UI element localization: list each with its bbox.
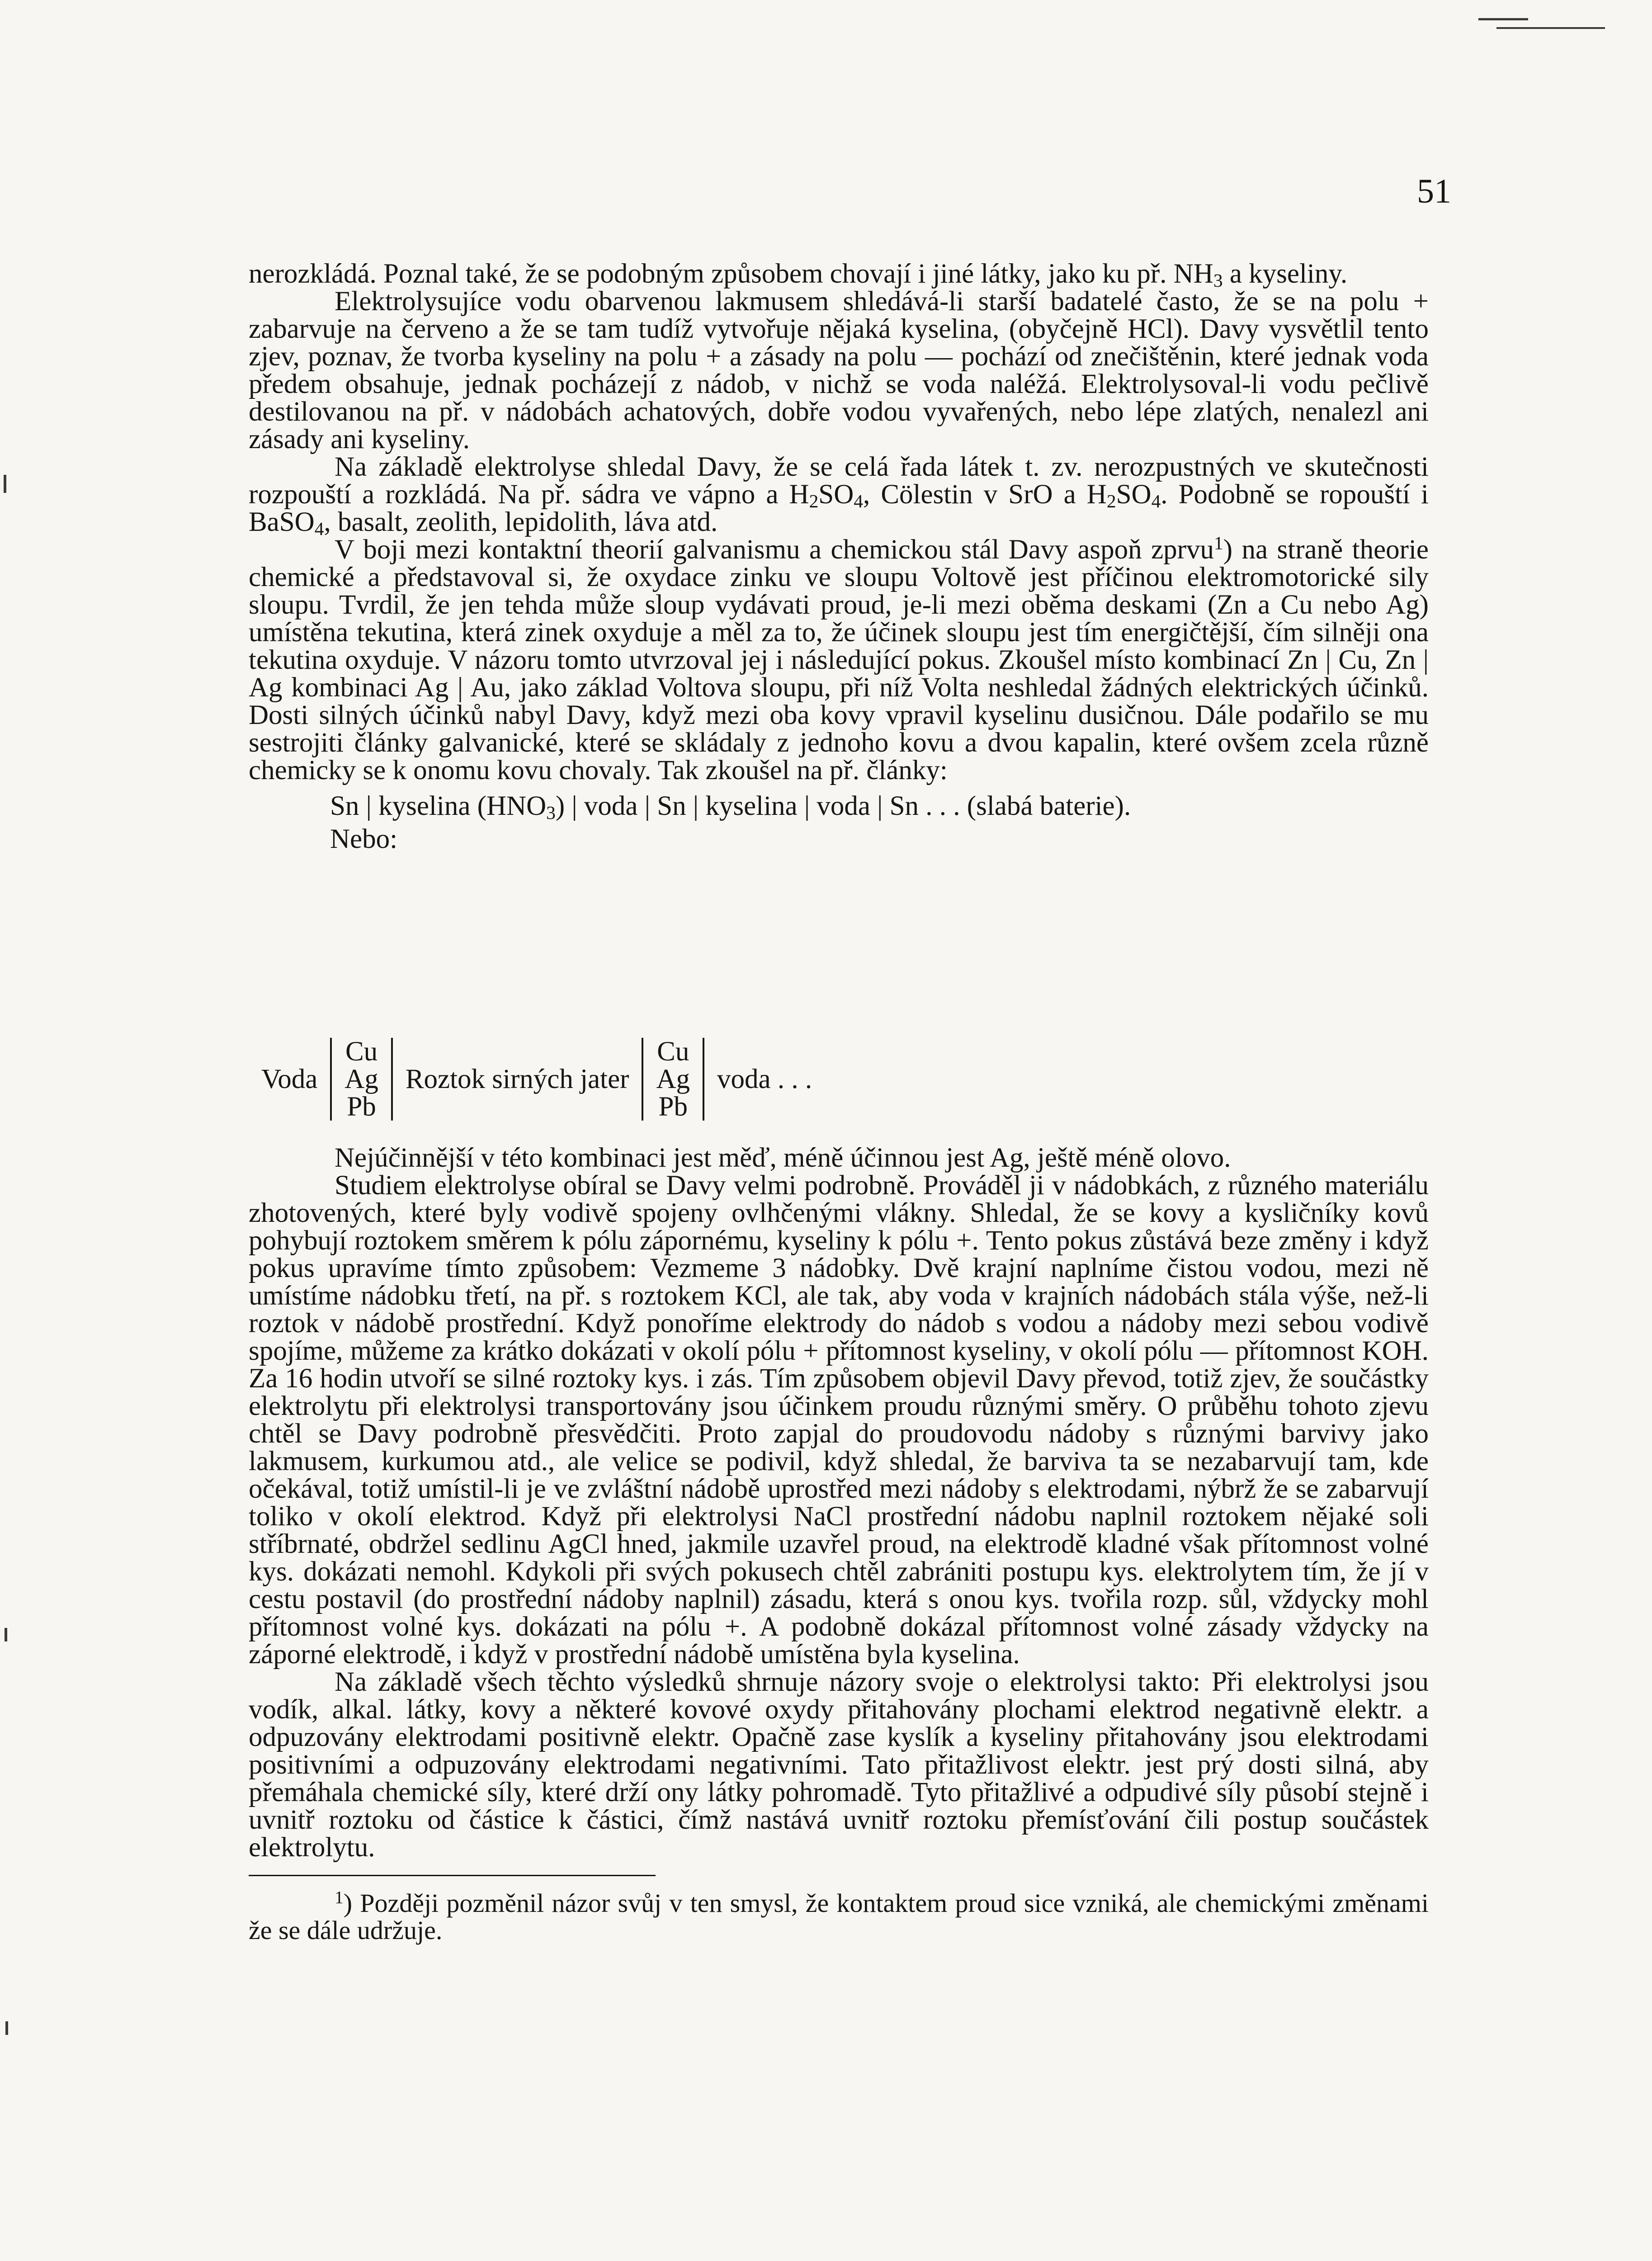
footnote: $^1$) Později pozměnil názor svůj v ten smysl, že kontaktem proud sice vzniká, ale chemickými změnami že se dále udržuje. [249,1887,1429,1945]
page-number: 51 [1417,172,1451,210]
scheme-metal-left: Ag [331,1065,392,1093]
scan-mark [1496,27,1605,29]
scheme-wrapper [0,1038,1652,1139]
main-text [249,260,1429,858]
paragraph-1: nerozkládá. Poznal také, že se podobným způsobem chovají i jiné látky, jako ku př. $NH_3$ a kyseliny. [249,259,1348,291]
scan-mark [5,2021,8,2035]
paragraph-3: Na základě elektrolyse shledal Davy, že se celá řada látek t. zv. nerozpustných ve skutečnosti rozpouští a rozkládá. Na př. sádra ve vápno a $H_2SO_4$, Cölestin v SrO a $H_2SO_4$. Podobně se ropouští i BaSO$_4$, basalt, zeolith, lepidolith, láva atd. [249,452,1429,539]
scheme-metal-left: Cu [331,1038,392,1065]
scheme-metal-left: Pb [331,1093,392,1121]
paragraph-7: Na základě všech těchto výsledků shrnuje názory svoje o elektrolysi takto: Při elektrolysi jsou vodík, alkal. látky, kovy a některé kovové oxydy přitahovány plochami elektrod negativně elektr. a odpuzovány elektrodami positivně elektr. Opačně zase kyslík a kyseliny přitahovány jsou elektrodami positivními a odpuzovány elektrodami negativními. Tato přitažlivost elektr. jest prý dosti silná, aby přemáhala chemické síly, které drží ony látky pohromadě. Tyto přitažlivé a odpudivé síly působí stejně i uvnitř roztoku od částice k částici, čímž nastává uvnitř roztoku přemísťování čili postup součástek elektrolytu. [249,1667,1429,1863]
footnote-divider [249,1875,656,1876]
main-text-continued [249,1144,1429,1944]
paragraph-6: Studiem elektrolyse obíral se Davy velmi podrobně. Prováděl ji v nádobkách, z různého materiálu zhotovených, které byly vodivě spojeny ovlhčenými vlákny. Shledal, že se kovy a kysličníky kovů pohybují roztokem směrem k pólu zápornému, kyseliny k pólu +. Tento pokus zůstává beze změny i když pokus upravíme tímto způsobem: Vezmeme 3 nádobky. Dvě krajní naplníme čistou vodou, mezi ně umístíme nádobku třetí, na př. s roztokem KCl, ale tak, aby voda v krajních nádobách stála výše, než-li roztok v nádobě prostřední. Když ponoříme elektrody do nádob s vodou a nádoby mezi sebou vodivě spojíme, můžeme za krátko dokázati v okolí pólu + přítomnost kyseliny, v okolí pólu — přítomnost KOH. Za 16 hodin utvoří se silné roztoky kys. i zás. Tím způsobem objevil Davy převod, totiž zjev, že součástky elektrolytu při elektrolysi transportovány jsou účinkem proudu různými směry. O průběhu tohoto zjevu chtěl se Davy podrobně přesvědčiti. Proto zapjal do proudovodu nádoby s různými barvivy jako lakmusem, kurkumou atd., ale velice se podivil, když shledal, že barviva ta se nezabarvují tam, kde očekával, totiž umístil-li je ve zvláštní nádobě uprostřed mezi nádoby s elektrodami, nýbrž že se zabarvují toliko v okolí elektrod. Když při elektrolysi NaCl prostřední nádobu naplnil roztokem nějaké soli stříbrnaté, obdržel sedlinu AgCl hned, jakmile uzavřel proud, na elektrodě kladné však přítomnost volné kys. dokázati nemohl. Kdykoli při svých pokusech chtěl zabrániti postupu kys. elektrolytem tím, že jí v cestu postavil (do prostřední nádoby naplnil) zásadu, která s onou kys. tvořila rozp. sůl, vždycky mohl přítomnost volné kys. dokázati na pólu +. A podobně dokázal přítomnost volné zásady vždycky na záporné elektrodě, i když v prostřední nádobě umístěna byla kyselina. [249,1170,1429,1670]
scheme-metal-right: Pb [642,1093,703,1121]
nebo-label: Nebo: [330,824,398,854]
scan-mark [1478,18,1528,20]
scan-mark [5,1628,7,1641]
paragraph-4: V boji mezi kontaktní theorií galvanismu a chemickou stál Davy aspoň zprvu$^1$) na straně theorie chemické a představoval si, že oxydace zinku ve sloupu Voltově jest příčinou elektromotorické sily sloupu. Tvrdil, že jen tehda může sloup vydávati proud, je-li mezi oběma deskami (Zn a Cu nebo Ag) umístěna tekutina, která zinek oxyduje a měl za to, že účinek sloupu jest tím energičtější, čím silněji ona tekutina oxyduje. V názoru tomto utvrzoval jej i následující pokus. Zkoušel místo kombinací Zn | Cu, Zn | Ag kombinaci Ag | Au, jako základ Voltova sloupu, při níž Volta neshledal žádných elektrických účinků. Dosti silných účinků nabyl Davy, když mezi oba kovy vpravil kyselinu dusičnou. Dále podařilo se mu sestrojiti články galvanické, které se skládaly z jednoho kovu a dvou kapalin, které ovšem zcela různě chemicky se k onomu kovu chovaly. Tak zkoušel na př. články: [249,532,1429,785]
scheme-metal-right: Ag [642,1065,703,1093]
scan-mark [4,475,6,493]
galvanic-scheme [249,1038,825,1121]
cell-formula: Sn | kyselina $(HNO_3)$ | voda | Sn | kyselina | voda | Sn . . . (slabá baterie). [330,791,1131,823]
paragraph-5: Nejúčinnější v této kombinaci jest měď, méně účinnou jest Ag, ještě méně olovo. [335,1143,1231,1173]
paragraph-2: Elektrolysujíce vodu obarvenou lakmusem shledává-li starší badatelé často, že se na polu + zabarvuje na červeno a že se tam tudíž vytvořuje nějaká kyselina, (obyčejně HCl). Davy vysvětlil tento zjev, poznav, že tvorba kyseliny na polu + a zásady na polu — pochází od znečištěnin, které jednak voda předem obsahuje, jednak pocházejí z nádob, v nichž se voda naléžá. Elektrolysoval-li vodu pečlivě destilovanou na př. v nádobách achatových, dobře vodou vyvařených, nebo lépe zlatých, nenalezl ani zásady ani kyseliny. [249,286,1429,454]
scheme-tail: voda . . . [717,1064,812,1094]
scheme-metal-right: Cu [642,1038,703,1065]
scheme-voda: Voda [249,1038,331,1121]
scheme-roztok: Roztok sirných jater [392,1038,643,1121]
footnote-ref: 1 [1214,532,1223,553]
